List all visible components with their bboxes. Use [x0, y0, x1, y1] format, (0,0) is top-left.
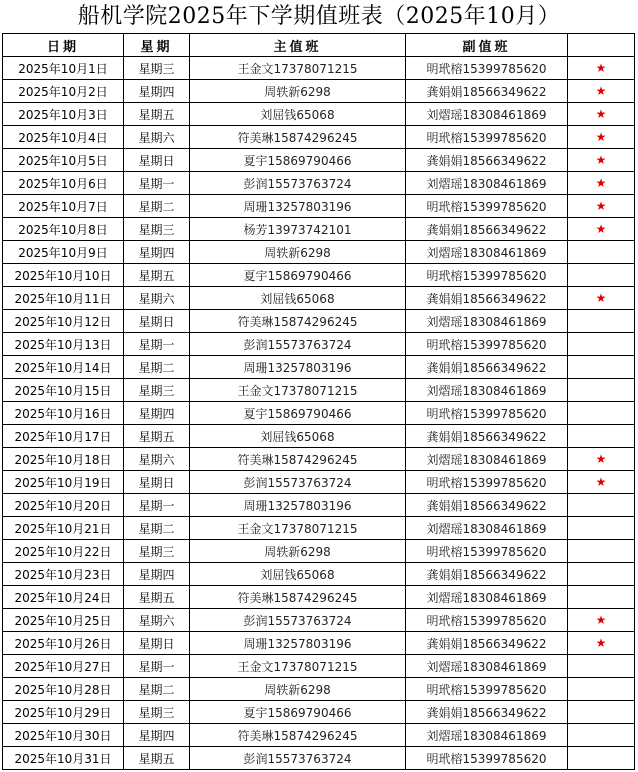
weekday-cell: 星期五 [124, 747, 190, 770]
main-duty-cell: 刘屈钱65068 [190, 103, 406, 126]
mark-cell [568, 57, 635, 80]
vice-duty-cell: 明玳榕15399785620 [406, 747, 568, 770]
date-cell: 2025年10月20日 [3, 494, 124, 517]
mark-cell [568, 402, 635, 425]
table-row [3, 218, 635, 241]
table-row [3, 471, 635, 494]
mark-cell [568, 425, 635, 448]
vice-duty-cell: 刘熠瑶18308461869 [406, 241, 568, 264]
vice-duty-cell: 龚娟娟18566349622 [406, 356, 568, 379]
vice-duty-cell: 明玳榕15399785620 [406, 540, 568, 563]
table-row [3, 655, 635, 678]
table-row [3, 172, 635, 195]
vice-duty-cell: 龚娟娟18566349622 [406, 80, 568, 103]
table-row [3, 632, 635, 655]
column-header-main-duty: 主值班 [190, 34, 406, 57]
vice-duty-cell: 刘熠瑶18308461869 [406, 379, 568, 402]
main-duty-cell: 刘屈钱65068 [190, 287, 406, 310]
main-duty-cell: 彭润15573763724 [190, 471, 406, 494]
main-duty-cell: 王金文17378071215 [190, 517, 406, 540]
mark-cell [568, 310, 635, 333]
mark-cell [568, 655, 635, 678]
main-duty-cell: 符美琳15874296245 [190, 448, 406, 471]
weekday-cell: 星期日 [124, 149, 190, 172]
table-row [3, 563, 635, 586]
vice-duty-cell: 刘熠瑶18308461869 [406, 103, 568, 126]
main-duty-cell: 符美琳15874296245 [190, 126, 406, 149]
vice-duty-cell: 刘熠瑶18308461869 [406, 586, 568, 609]
star-icon: ★ [595, 106, 607, 121]
star-icon: ★ [595, 474, 607, 489]
main-duty-cell: 彭润15573763724 [190, 747, 406, 770]
date-cell: 2025年10月5日 [3, 149, 124, 172]
weekday-cell: 星期一 [124, 172, 190, 195]
mark-cell [568, 287, 635, 310]
vice-duty-cell: 明玳榕15399785620 [406, 471, 568, 494]
date-cell: 2025年10月15日 [3, 379, 124, 402]
mark-cell [568, 517, 635, 540]
mark-cell [568, 632, 635, 655]
table-row [3, 287, 635, 310]
star-icon: ★ [595, 129, 607, 144]
vice-duty-cell: 刘熠瑶18308461869 [406, 655, 568, 678]
vice-duty-cell: 龚娟娟18566349622 [406, 494, 568, 517]
main-duty-cell: 周轶新6298 [190, 80, 406, 103]
main-duty-cell: 王金文17378071215 [190, 57, 406, 80]
header-row [3, 34, 635, 57]
date-cell: 2025年10月4日 [3, 126, 124, 149]
table-row [3, 678, 635, 701]
weekday-cell: 星期日 [124, 310, 190, 333]
date-cell: 2025年10月13日 [3, 333, 124, 356]
weekday-cell: 星期六 [124, 287, 190, 310]
table-row [3, 310, 635, 333]
mark-cell [568, 540, 635, 563]
main-duty-cell: 符美琳15874296245 [190, 310, 406, 333]
star-icon: ★ [595, 175, 607, 190]
vice-duty-cell: 明玳榕15399785620 [406, 678, 568, 701]
weekday-cell: 星期三 [124, 379, 190, 402]
weekday-cell: 星期五 [124, 425, 190, 448]
column-header-date: 日期 [3, 34, 124, 57]
mark-cell [568, 172, 635, 195]
star-icon: ★ [595, 451, 607, 466]
mark-cell [568, 195, 635, 218]
mark-cell [568, 103, 635, 126]
star-icon: ★ [595, 635, 607, 650]
weekday-cell: 星期三 [124, 57, 190, 80]
table-row [3, 517, 635, 540]
duty-roster-table [2, 33, 635, 770]
weekday-cell: 星期四 [124, 402, 190, 425]
star-icon: ★ [595, 83, 607, 98]
date-cell: 2025年10月10日 [3, 264, 124, 287]
date-cell: 2025年10月3日 [3, 103, 124, 126]
date-cell: 2025年10月6日 [3, 172, 124, 195]
date-cell: 2025年10月17日 [3, 425, 124, 448]
main-duty-cell: 周珊13257803196 [190, 195, 406, 218]
weekday-cell: 星期一 [124, 333, 190, 356]
vice-duty-cell: 龚娟娟18566349622 [406, 149, 568, 172]
mark-cell [568, 218, 635, 241]
date-cell: 2025年10月27日 [3, 655, 124, 678]
table-row [3, 356, 635, 379]
mark-cell [568, 80, 635, 103]
main-duty-cell: 彭润15573763724 [190, 172, 406, 195]
main-duty-cell: 周珊13257803196 [190, 494, 406, 517]
table-row [3, 57, 635, 80]
weekday-cell: 星期四 [124, 80, 190, 103]
weekday-cell: 星期日 [124, 632, 190, 655]
mark-cell [568, 678, 635, 701]
vice-duty-cell: 龚娟娟18566349622 [406, 701, 568, 724]
column-header-weekday: 星期 [124, 34, 190, 57]
mark-cell [568, 356, 635, 379]
weekday-cell: 星期四 [124, 724, 190, 747]
weekday-cell: 星期六 [124, 448, 190, 471]
table-row [3, 126, 635, 149]
table-row [3, 264, 635, 287]
table-row [3, 195, 635, 218]
main-duty-cell: 夏宇15869790466 [190, 264, 406, 287]
mark-cell [568, 586, 635, 609]
table-row [3, 586, 635, 609]
date-cell: 2025年10月8日 [3, 218, 124, 241]
date-cell: 2025年10月9日 [3, 241, 124, 264]
star-icon: ★ [595, 60, 607, 75]
table-row [3, 425, 635, 448]
weekday-cell: 星期三 [124, 218, 190, 241]
main-duty-cell: 符美琳15874296245 [190, 586, 406, 609]
table-row [3, 333, 635, 356]
main-duty-cell: 王金文17378071215 [190, 655, 406, 678]
table-row [3, 724, 635, 747]
date-cell: 2025年10月25日 [3, 609, 124, 632]
date-cell: 2025年10月24日 [3, 586, 124, 609]
vice-duty-cell: 龚娟娟18566349622 [406, 425, 568, 448]
vice-duty-cell: 明玳榕15399785620 [406, 126, 568, 149]
mark-cell [568, 471, 635, 494]
vice-duty-cell: 龚娟娟18566349622 [406, 218, 568, 241]
star-icon: ★ [595, 290, 607, 305]
mark-cell [568, 379, 635, 402]
column-header-vice-duty: 副值班 [406, 34, 568, 57]
vice-duty-cell: 龚娟娟18566349622 [406, 632, 568, 655]
star-icon: ★ [595, 221, 607, 236]
mark-cell [568, 241, 635, 264]
weekday-cell: 星期五 [124, 103, 190, 126]
date-cell: 2025年10月21日 [3, 517, 124, 540]
main-duty-cell: 彭润15573763724 [190, 609, 406, 632]
page-title: 船机学院2025年下学期值班表（2025年10月） [77, 4, 561, 29]
weekday-cell: 星期一 [124, 655, 190, 678]
main-duty-cell: 夏宇15869790466 [190, 701, 406, 724]
mark-cell [568, 701, 635, 724]
vice-duty-cell: 刘熠瑶18308461869 [406, 310, 568, 333]
mark-cell [568, 448, 635, 471]
date-cell: 2025年10月16日 [3, 402, 124, 425]
vice-duty-cell: 明玳榕15399785620 [406, 195, 568, 218]
date-cell: 2025年10月14日 [3, 356, 124, 379]
mark-cell [568, 494, 635, 517]
vice-duty-cell: 龚娟娟18566349622 [406, 563, 568, 586]
main-duty-cell: 周轶新6298 [190, 678, 406, 701]
main-duty-cell: 夏宇15869790466 [190, 402, 406, 425]
main-duty-cell: 杨芳13973742101 [190, 218, 406, 241]
weekday-cell: 星期二 [124, 678, 190, 701]
date-cell: 2025年10月1日 [3, 57, 124, 80]
date-cell: 2025年10月12日 [3, 310, 124, 333]
main-duty-cell: 刘屈钱65068 [190, 425, 406, 448]
weekday-cell: 星期三 [124, 540, 190, 563]
main-duty-cell: 周轶新6298 [190, 540, 406, 563]
date-cell: 2025年10月22日 [3, 540, 124, 563]
column-header-mark [568, 34, 635, 57]
mark-cell [568, 126, 635, 149]
vice-duty-cell: 明玳榕15399785620 [406, 609, 568, 632]
star-icon: ★ [595, 152, 607, 167]
date-cell: 2025年10月26日 [3, 632, 124, 655]
weekday-cell: 星期五 [124, 264, 190, 287]
weekday-cell: 星期三 [124, 701, 190, 724]
mark-cell [568, 563, 635, 586]
date-cell: 2025年10月18日 [3, 448, 124, 471]
weekday-cell: 星期五 [124, 586, 190, 609]
table-header [3, 34, 635, 57]
weekday-cell: 星期四 [124, 241, 190, 264]
mark-cell [568, 149, 635, 172]
table-row [3, 379, 635, 402]
table-row [3, 540, 635, 563]
table-row [3, 747, 635, 770]
weekday-cell: 星期二 [124, 356, 190, 379]
weekday-cell: 星期日 [124, 471, 190, 494]
weekday-cell: 星期四 [124, 563, 190, 586]
table-row [3, 609, 635, 632]
vice-duty-cell: 刘熠瑶18308461869 [406, 172, 568, 195]
vice-duty-cell: 明玳榕15399785620 [406, 57, 568, 80]
mark-cell [568, 264, 635, 287]
date-cell: 2025年10月7日 [3, 195, 124, 218]
weekday-cell: 星期六 [124, 609, 190, 632]
main-duty-cell: 夏宇15869790466 [190, 149, 406, 172]
vice-duty-cell: 明玳榕15399785620 [406, 333, 568, 356]
table-row [3, 701, 635, 724]
mark-cell [568, 333, 635, 356]
main-duty-cell: 符美琳15874296245 [190, 724, 406, 747]
main-duty-cell: 周珊13257803196 [190, 632, 406, 655]
main-duty-cell: 周珊13257803196 [190, 356, 406, 379]
table-row [3, 448, 635, 471]
main-duty-cell: 周轶新6298 [190, 241, 406, 264]
table-row [3, 103, 635, 126]
table-row [3, 80, 635, 103]
vice-duty-cell: 刘熠瑶18308461869 [406, 724, 568, 747]
weekday-cell: 星期二 [124, 195, 190, 218]
weekday-cell: 星期六 [124, 126, 190, 149]
vice-duty-cell: 明玳榕15399785620 [406, 402, 568, 425]
date-cell: 2025年10月11日 [3, 287, 124, 310]
date-cell: 2025年10月23日 [3, 563, 124, 586]
date-cell: 2025年10月31日 [3, 747, 124, 770]
main-duty-cell: 彭润15573763724 [190, 333, 406, 356]
vice-duty-cell: 龚娟娟18566349622 [406, 287, 568, 310]
main-duty-cell: 刘屈钱65068 [190, 563, 406, 586]
mark-cell [568, 609, 635, 632]
date-cell: 2025年10月29日 [3, 701, 124, 724]
table-row [3, 149, 635, 172]
main-duty-cell: 王金文17378071215 [190, 379, 406, 402]
table-body [3, 57, 635, 770]
weekday-cell: 星期一 [124, 494, 190, 517]
star-icon: ★ [595, 612, 607, 627]
date-cell: 2025年10月2日 [3, 80, 124, 103]
vice-duty-cell: 刘熠瑶18308461869 [406, 448, 568, 471]
table-row [3, 241, 635, 264]
vice-duty-cell: 明玳榕15399785620 [406, 264, 568, 287]
date-cell: 2025年10月28日 [3, 678, 124, 701]
star-icon: ★ [595, 198, 607, 213]
date-cell: 2025年10月19日 [3, 471, 124, 494]
weekday-cell: 星期二 [124, 517, 190, 540]
mark-cell [568, 724, 635, 747]
vice-duty-cell: 刘熠瑶18308461869 [406, 517, 568, 540]
mark-cell [568, 747, 635, 770]
table-row [3, 402, 635, 425]
date-cell: 2025年10月30日 [3, 724, 124, 747]
table-row [3, 494, 635, 517]
